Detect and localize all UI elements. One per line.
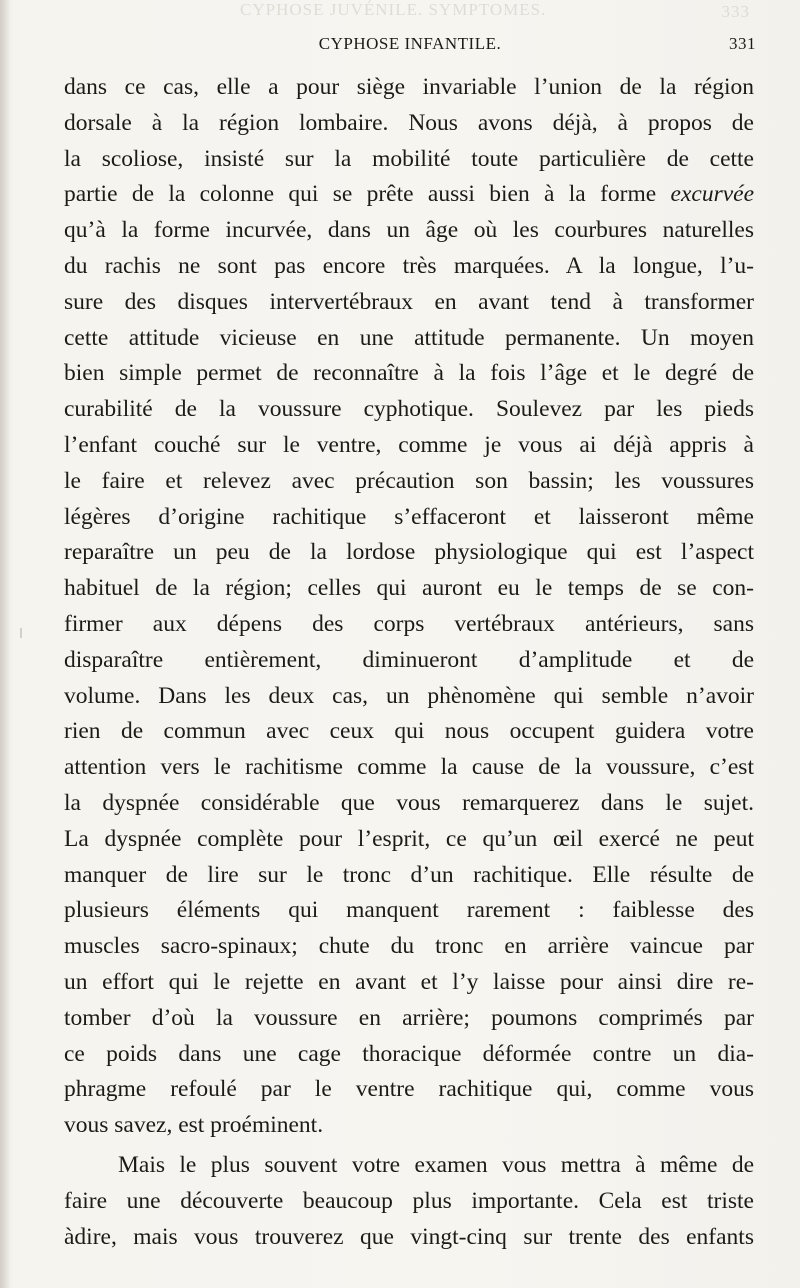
body-text [64,70,754,1255]
text-line: ce poids dans une cage thoracique déformée contre un dia- [64,1040,754,1067]
page-number: 331 [729,34,756,53]
gutter-shadow [0,0,10,1288]
text-line: àdire, mais vous trouverez que vingt-cinq sur trente des enfants [64,1223,754,1250]
text-line: sure des disques intervertébraux en avant tend à transformer [64,288,754,315]
bleed-through-head: CYPHOSE JUVÉNILE. SYMPTOMES. [240,0,547,19]
text-line: faire une découverte beaucoup plus importante. Cela est triste [64,1187,754,1214]
text-line: phragme refoulé par le ventre rachitique qui, comme vous [64,1076,754,1103]
text-line: un effort qui le rejette en avant et l’y laisse pour ainsi dire re- [64,968,754,995]
text-line: attention vers le rachitisme comme la cause de la voussure, c’est [64,754,754,781]
text-line: disparaître entièrement, diminueront d’amplitude et de [64,646,754,673]
text-line: du rachis ne sont pas encore très marquées. A la longue, l’u- [64,252,754,279]
text-line: légères d’origine rachitique s’effaceront et laisseront même [64,503,754,530]
text-line: bien simple permet de reconnaître à la fois l’âge et le degré de [64,360,754,387]
text-line: l’enfant couché sur le ventre, comme je vous ai déjà appris à [64,431,754,458]
text-line: cette attitude vicieuse en une attitude permanente. Un moyen [64,324,754,351]
text-line: manquer de lire sur le tronc d’un rachitique. Elle résulte de [64,861,754,888]
text-line: reparaître un peu de la lordose physiologique qui est l’aspect [64,539,754,566]
text-line: curabilité de la voussure cyphotique. Soulevez par les pieds [64,396,754,423]
text-line: firmer aux dépens des corps vertébraux antérieurs, sans [64,610,754,637]
page-header [64,34,756,60]
text-line: volume. Dans les deux cas, un phènomène qui semble n’avoir [64,682,754,709]
text-line: plusieurs éléments qui manquent rarement : faiblesse des [64,897,754,924]
paragraph-first-line: Mais le plus souvent votre examen vous mettra à même de [118,1151,754,1178]
text-line-start: partie de la colonne qui se prête aussi bien à la forme [64,181,657,208]
italic-term: excurvée [670,181,754,208]
text-line: qu’à la forme incurvée, dans un âge où les courbures naturelles [64,217,754,244]
text-line: le faire et relevez avec précaution son bassin; les voussures [64,467,754,494]
text-line: dorsale à la région lombaire. Nous avons déjà, à propos de [64,109,754,136]
text-line: la dyspnée considérable que vous remarquerez dans le sujet. [64,789,754,816]
text-line: muscles sacro-spinaux; chute du tronc en arrière vaincue par [64,933,754,960]
text-line: la scoliose, insisté sur la mobilité toute particulière de cette [64,145,754,172]
bleed-through-number: 333 [721,2,750,21]
text-line: dans ce cas, elle a pour siège invariable l’union de la région [64,74,754,100]
running-head: CYPHOSE INFANTILE. [318,34,502,53]
text-line [64,177,754,213]
text-line: tomber d’où la voussure en arrière; poumons comprimés par [64,1004,754,1031]
bleed-through-text [240,0,780,28]
paragraph-last-line: vous savez, est proéminent. [64,1112,324,1139]
text-line: rien de commun avec ceux qui nous occupent guidera votre [64,718,754,745]
text-line: habituel de la région; celles qui auront eu le temps de se con- [64,575,754,602]
margin-mark [20,628,22,638]
text-line: La dyspnée complète pour l’esprit, ce qu’un œil exercé ne peut [64,825,754,852]
